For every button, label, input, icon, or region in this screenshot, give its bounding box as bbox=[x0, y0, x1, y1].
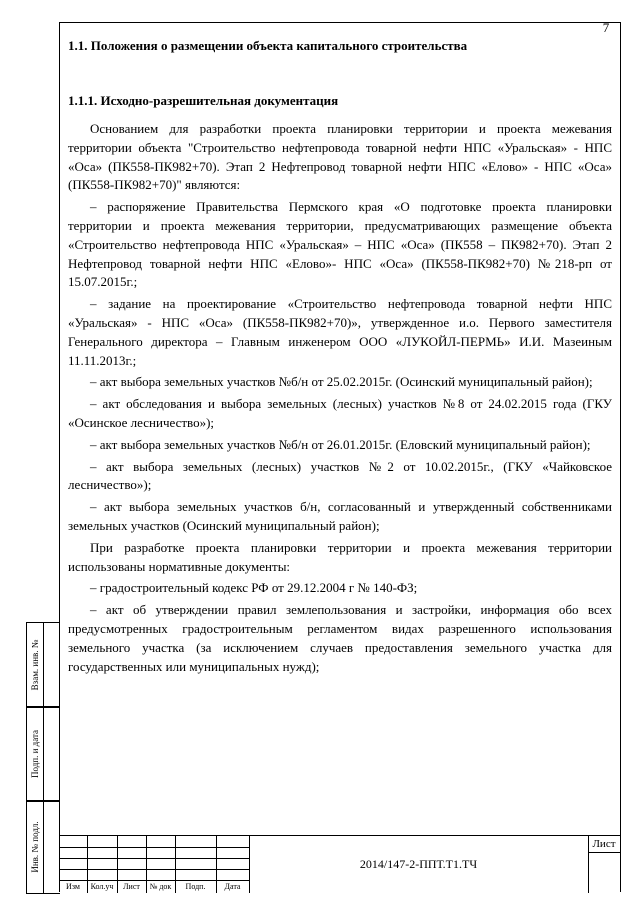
side-stamp-label: Подп. и дата bbox=[30, 729, 40, 779]
title-block bbox=[59, 835, 620, 893]
subsection-heading: 1.1.1. Исходно-разрешительная документация bbox=[68, 93, 339, 108]
paragraph: – распоряжение Правительства Пермского края «О подготовке проекта планировки территории и проекта межевания территории, предусматривающих размещение объекта «Строительство нефтепровода НПС «Уральская» – НПС «Оса» (ПК558 – ПК982+70). Этап 2 Нефтепровод товарной нефти НПС «Елово»- НПС «Оса» (ПК558-ПК982+70) №218-рп от 15.07.2015г.; bbox=[68, 199, 612, 290]
document-body bbox=[68, 120, 612, 679]
paragraph: При разработке проекта планировки территории и проекта межевания территории использованы нормативные документы: bbox=[68, 539, 612, 574]
title-block-caption: Изм bbox=[66, 882, 80, 891]
side-stamp-label: Инв. № подл. bbox=[30, 821, 40, 873]
paragraph: – градостроительный кодекс РФ от 29.12.2004 г № 140-ФЗ; bbox=[90, 580, 418, 596]
paragraph: – акт об утверждении правил землепользования и застройки, информация обо всех предусмотренных градостроительным регламентом видах разрешенного использования земельного участка (за исключением случаев предоставления земельного участка для государственных или муниципальных нужд); bbox=[68, 602, 612, 674]
title-block-caption: Дата bbox=[224, 882, 241, 891]
title-block-caption: Кол.уч bbox=[90, 882, 114, 891]
paragraph: – акт обследования и выбора земельных (лесных) участков №8 от 24.02.2015 года (ГКУ «Осинское лесничество»); bbox=[68, 396, 612, 430]
frame-right-border bbox=[620, 22, 621, 892]
frame-top-border bbox=[59, 22, 620, 23]
page-number: 7 bbox=[602, 20, 610, 35]
paragraph: Основанием для разработки проекта планировки территории и проекта межевания территории объекта "Строительство нефтепровода товарной нефти НПС «Уральская» - НПС «Оса» (ПК558-ПК982+70). Этап 2 Нефтепровод товарной нефти НПС «Елово» - НПС «Оса» (ПК558-ПК982+70)" являются: bbox=[68, 121, 612, 193]
side-stamp-original-inventory bbox=[26, 800, 60, 894]
document-code: 2014/147-2-ППТ.Т1.ТЧ bbox=[359, 857, 478, 871]
section-heading: 1.1. Положения о размещении объекта капитального строительства bbox=[68, 38, 468, 53]
paragraph: – акт выбора земельных участков №б/н от 25.02.2015г. (Осинский муниципальный район); bbox=[90, 374, 593, 390]
paragraph: – акт выбора земельных (лесных) участков №2 от 10.02.2015г., (ГКУ «Чайковское лесничество»); bbox=[68, 458, 612, 493]
paragraph: – акт выбора земельных участков б/н, согласованный и утвержденный собственниками земельных участков (Осинский муниципальный район); bbox=[68, 499, 612, 533]
title-block-caption: Лист bbox=[123, 882, 140, 891]
title-block-caption: Подп. bbox=[185, 882, 206, 891]
paragraph: – акт выбора земельных участков №б/н от 26.01.2015г. (Еловский муниципальный район); bbox=[90, 436, 591, 452]
sheet-label: Лист bbox=[588, 836, 620, 853]
side-stamp-signature-date bbox=[26, 706, 60, 802]
side-stamp-label: Взам. инв. № bbox=[30, 639, 40, 691]
side-stamp-replacement-inventory bbox=[26, 622, 60, 708]
paragraph: – задание на проектирование «Строительство нефтепровода товарной нефти НПС «Уральская» - НПС «Оса» (ПК558-ПК982+70)», утвержденное и.о. Первого заместителя Генерального директора – Главным инженером ООО «ЛУКОЙЛ-ПЕРМЬ» И.И. Мазеиным 11.11.2013г.; bbox=[68, 296, 612, 368]
title-block-caption: № док bbox=[149, 882, 172, 891]
